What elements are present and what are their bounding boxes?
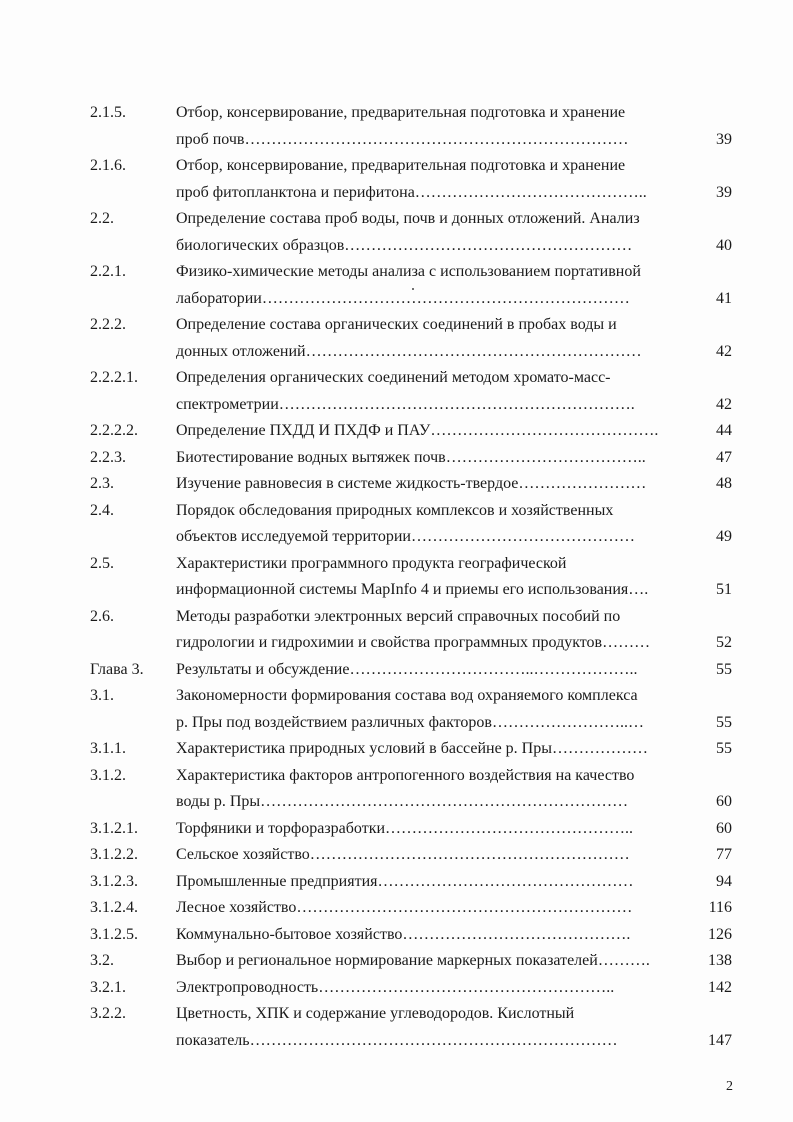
toc-entry-number: 3.1.2.2. <box>90 846 138 863</box>
toc-entry-page: 41 <box>716 289 732 307</box>
toc-entry-number: 2.1.6. <box>90 157 126 174</box>
table-of-contents <box>0 100 793 1054</box>
toc-entry <box>0 763 793 816</box>
toc-entry <box>0 100 793 153</box>
toc-entry-page: 39 <box>716 183 732 201</box>
toc-entry-page: 40 <box>716 236 732 254</box>
toc-entry-number: 2.2.2.2. <box>90 422 138 439</box>
toc-entry <box>0 551 793 604</box>
toc-entry <box>0 975 793 1002</box>
toc-entry <box>0 206 793 259</box>
toc-entry-title-line: Закономерности формирования состава вод охраняемого комплекса <box>176 687 638 704</box>
toc-entry-title-line: Сельское хозяйство…………………………………………………… <box>176 846 630 863</box>
toc-entry-page: 142 <box>708 978 732 996</box>
toc-entry <box>0 365 793 418</box>
toc-entry-number: 3.1.2.1. <box>90 819 138 837</box>
toc-entry-title-line: Определение ПХДД И ПХДФ и ПАУ……………………………………. <box>176 422 659 439</box>
toc-entry-number: 2.2.1. <box>90 263 126 280</box>
toc-entry-page: 48 <box>716 475 732 492</box>
toc-entry-title-line: информационной системы MapInfo 4 и приемы его использования…. <box>176 581 649 598</box>
toc-entry <box>0 869 793 896</box>
toc-entry-title-line: Отбор, консервирование, предварительная подготовка и хранение <box>176 157 626 174</box>
toc-entry-title-line: Определение состава органических соединений в пробах воды и <box>176 316 617 333</box>
toc-entry-page: 39 <box>716 130 732 148</box>
toc-entry-page: 55 <box>716 740 732 757</box>
toc-entry-title-line: гидрологии и гидрохимии и свойства программных продуктов……… <box>176 634 651 651</box>
toc-entry-title-line: Лесное хозяйство……………………………………………………… <box>176 899 633 916</box>
toc-entry-number: Глава 3. <box>90 660 144 678</box>
toc-entry-title-line: показатель…………………………………………………………… <box>176 1031 618 1049</box>
toc-entry-title-line: Методы разработки электронных версий справочных пособий по <box>176 607 621 625</box>
toc-entry-page: 138 <box>708 952 732 969</box>
toc-entry-title-line: р. Пры под воздействием различных факторов……………………..… <box>176 713 644 731</box>
toc-entry-number: 3.1.2.4. <box>90 899 138 916</box>
toc-entry-number: 3.1.1. <box>90 740 126 757</box>
toc-entry-number: 3.2. <box>90 952 114 969</box>
toc-entry <box>0 1001 793 1054</box>
toc-entry-number: 3.1. <box>90 687 114 704</box>
toc-entry-title-line: лаборатории…………………………………………………………… <box>176 289 630 307</box>
toc-entry-title-line: объектов исследуемой территории…………………………………… <box>176 528 635 545</box>
toc-entry-page: 94 <box>716 872 732 890</box>
toc-entry-page: 77 <box>716 846 732 863</box>
toc-entry-title-line: донных отложений……………………………………………………… <box>176 342 642 360</box>
toc-entry-title-line: Изучение равновесия в системе жидкость-твердое…………………… <box>176 475 647 492</box>
toc-entry-title-line: Биотестирование водных вытяжек почв……………………………….. <box>176 448 646 466</box>
toc-entry-title-line: Выбор и региональное нормирование маркерных показателей………. <box>176 952 650 969</box>
toc-entry-title-line: Коммунально-бытовое хозяйство……………………………………. <box>176 925 631 943</box>
toc-entry-page: 116 <box>708 899 732 916</box>
toc-entry-page: 47 <box>716 448 732 466</box>
toc-entry-page: 147 <box>708 1031 732 1049</box>
toc-entry-page: 55 <box>716 660 732 678</box>
toc-entry-number: 2.2.2. <box>90 316 126 333</box>
toc-entry <box>0 948 793 975</box>
toc-entry-title-line: Определение состава проб воды, почв и донных отложений. Анализ <box>176 210 640 227</box>
toc-entry <box>0 498 793 551</box>
toc-entry-title-line: биологических образцов……………………………………………… <box>176 236 633 254</box>
toc-entry-number: 2.1.5. <box>90 104 126 121</box>
toc-entry-number: 3.1.2. <box>90 766 126 784</box>
toc-entry-title-line: воды р. Пры…………………………………………………………… <box>176 793 629 810</box>
toc-entry-number: 2.2. <box>90 210 114 227</box>
scan-speck <box>412 288 414 290</box>
toc-entry <box>0 153 793 206</box>
toc-entry-number: 3.1.2.5. <box>90 925 138 943</box>
toc-entry-number: 3.2.2. <box>90 1005 126 1022</box>
toc-entry-title-line: спектрометрии…………………………………………………………. <box>176 395 635 413</box>
toc-entry <box>0 312 793 365</box>
toc-entry-title-line: Характеристика факторов антропогенного воздействия на качество <box>176 766 635 784</box>
toc-entry-title-line: Торфяники и торфоразработки……………………………………….. <box>176 819 634 837</box>
toc-entry-page: 42 <box>716 342 732 360</box>
toc-entry-number: 2.2.2.1. <box>90 369 138 386</box>
toc-entry <box>0 471 793 498</box>
toc-entry <box>0 259 793 312</box>
toc-entry <box>0 736 793 763</box>
toc-entry <box>0 816 793 843</box>
toc-entry-page: 60 <box>716 793 732 810</box>
toc-entry-title-line: проб почв……………………………………………………………… <box>176 130 629 148</box>
toc-entry-page: 52 <box>716 634 732 651</box>
toc-entry <box>0 895 793 922</box>
toc-entry-title-line: проб фитопланктона и перифитона…………………………………….. <box>176 183 647 201</box>
toc-entry-page: 49 <box>716 528 732 545</box>
toc-entry-page: 60 <box>716 819 732 837</box>
toc-entry <box>0 842 793 869</box>
toc-entry-title-line: Физико-химические методы анализа с использованием портативной <box>176 263 641 280</box>
toc-entry-number: 3.1.2.3. <box>90 872 138 890</box>
toc-entry-title-line: Результаты и обсуждение……………………………..……………….. <box>176 660 638 678</box>
toc-entry <box>0 604 793 657</box>
toc-entry-page: 42 <box>716 395 732 413</box>
toc-entry-title-line: Характеристика природных условий в бассейне р. Пры……………… <box>176 740 648 757</box>
toc-entry <box>0 922 793 949</box>
toc-entry-title-line: Порядок обследования природных комплексов и хозяйственных <box>176 501 614 519</box>
toc-entry <box>0 657 793 684</box>
toc-entry-number: 2.6. <box>90 607 114 625</box>
toc-entry-page: 44 <box>716 422 732 439</box>
toc-entry-title-line: Определения органических соединений методом хромато-масс- <box>176 369 611 386</box>
toc-entry-title-line: Электропроводность……………………………………………….. <box>176 978 615 996</box>
toc-entry-number: 2.2.3. <box>90 448 126 466</box>
toc-entry <box>0 418 793 445</box>
toc-entry-title-line: Отбор, консервирование, предварительная подготовка и хранение <box>176 104 626 121</box>
toc-entry-number: 2.4. <box>90 501 114 519</box>
toc-entry-page: 55 <box>716 713 732 731</box>
toc-entry-number: 2.5. <box>90 554 114 572</box>
toc-entry <box>0 683 793 736</box>
toc-entry-page: 51 <box>716 581 732 598</box>
toc-entry-title-line: Цветность, ХПК и содержание углеводородов. Кислотный <box>176 1005 575 1022</box>
toc-entry-page: 126 <box>708 925 732 943</box>
toc-entry <box>0 445 793 472</box>
page-number: 2 <box>726 1079 733 1094</box>
toc-entry-number: 3.2.1. <box>90 978 126 996</box>
toc-entry-number: 2.3. <box>90 475 114 492</box>
toc-entry-title-line: Характеристики программного продукта географической <box>176 554 567 572</box>
toc-entry-title-line: Промышленные предприятия………………………………………… <box>176 872 634 890</box>
